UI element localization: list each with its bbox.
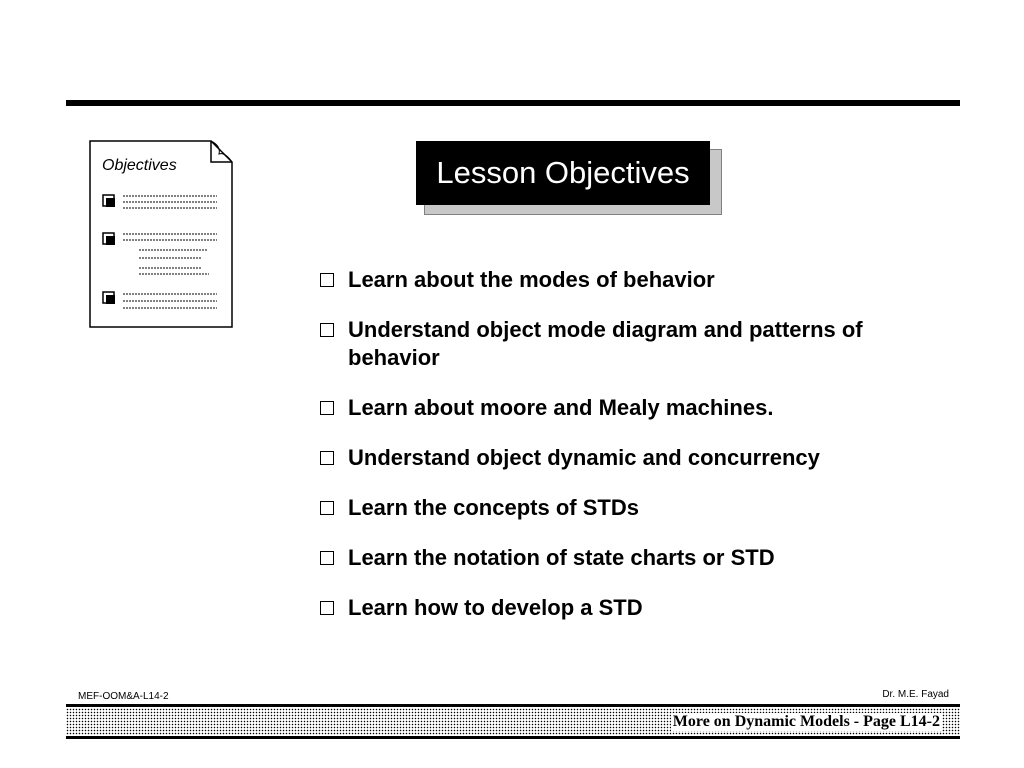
objective-item bbox=[318, 544, 938, 572]
objective-item bbox=[318, 444, 938, 472]
footer-rule-top bbox=[66, 704, 960, 707]
objective-text: Learn how to develop a STD bbox=[348, 595, 643, 620]
objective-text: Learn about the modes of behavior bbox=[348, 267, 715, 292]
checkbox-icon bbox=[103, 195, 115, 207]
course-code: MEF-OOM&A-L14-2 bbox=[78, 691, 169, 702]
objective-item bbox=[318, 316, 938, 372]
bullet-square-icon bbox=[320, 601, 334, 615]
bullet-square-icon bbox=[320, 273, 334, 287]
bullet-square-icon bbox=[320, 401, 334, 415]
slide-title: Lesson Objectives bbox=[416, 141, 710, 205]
objective-text: Learn the notation of state charts or STD bbox=[348, 545, 775, 570]
bullet-square-icon bbox=[320, 551, 334, 565]
objective-text: Understand object dynamic and concurrency bbox=[348, 445, 820, 470]
bullet-square-icon bbox=[320, 501, 334, 515]
checkbox-icon bbox=[103, 233, 115, 245]
bullet-square-icon bbox=[320, 323, 334, 337]
objective-item bbox=[318, 494, 938, 522]
footer-rule-bottom bbox=[66, 736, 960, 739]
objective-text: Understand object mode diagram and patterns of behavior bbox=[348, 317, 863, 370]
slide-title-box bbox=[416, 141, 710, 205]
objectives-list bbox=[318, 266, 938, 644]
bullet-square-icon bbox=[320, 451, 334, 465]
objective-text: Learn about moore and Mealy machines. bbox=[348, 395, 774, 420]
author-name: Dr. M.E. Fayad bbox=[882, 689, 949, 700]
page-label: More on Dynamic Models - Page L14-2 bbox=[672, 713, 940, 730]
top-rule bbox=[66, 100, 960, 106]
objective-item bbox=[318, 594, 938, 622]
objective-item bbox=[318, 394, 938, 422]
objective-text: Learn the concepts of STDs bbox=[348, 495, 639, 520]
checkbox-icon bbox=[103, 292, 115, 304]
objective-item bbox=[318, 266, 938, 294]
objectives-icon-caption: Objectives bbox=[102, 157, 177, 174]
